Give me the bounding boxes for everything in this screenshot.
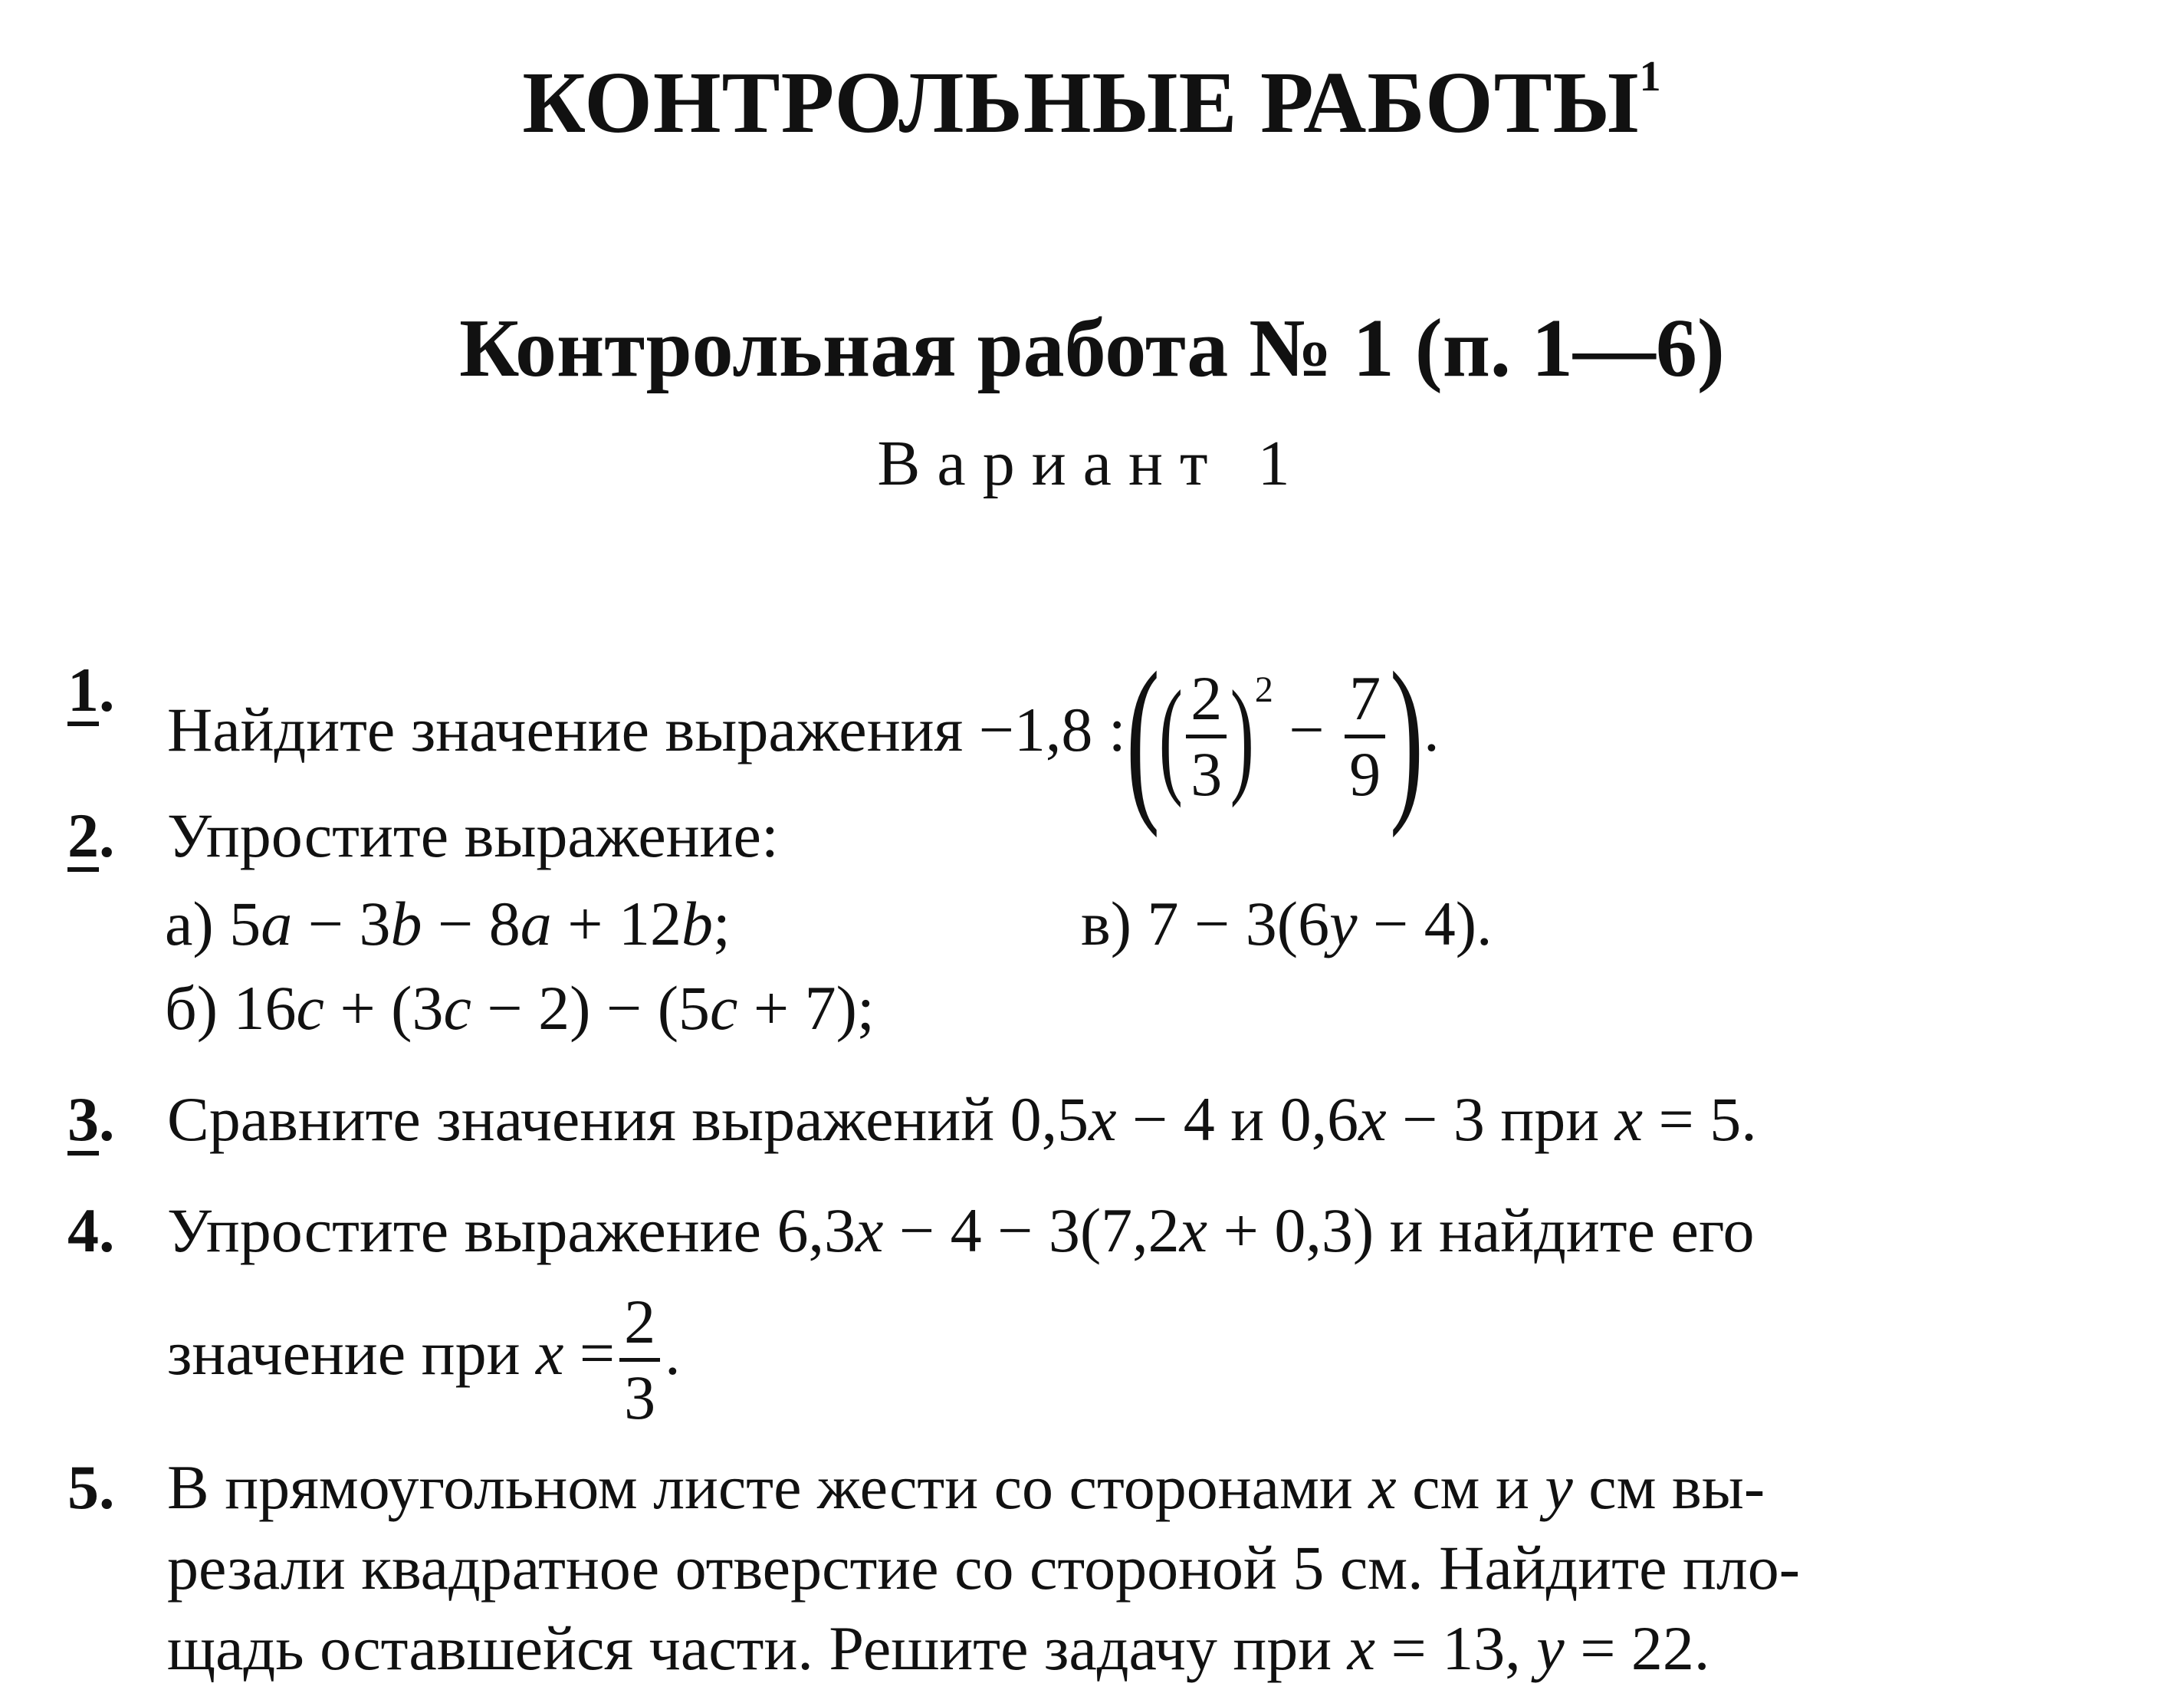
footnote-mark: 1 — [1639, 53, 1662, 100]
work-title: Контрольная работа № 1 (п. 1—6) — [459, 303, 1725, 394]
task-5-line-2: резали квадратное отверстие со стороной 5 см. Найдите пло- — [167, 1533, 1801, 1603]
task-2-a-expr: 5a − 3b − 8a + 12b; — [229, 889, 731, 958]
task-2-b: б) 16c + (3c − 2) − (5c + 7); — [165, 973, 875, 1043]
outer-left-paren: ( — [1125, 634, 1160, 839]
task-2-a: а) 5a − 3b − 8a + 12b; — [165, 889, 731, 958]
task-1-lead: −1,8 : — [978, 695, 1126, 764]
variant-label: Вариант 1 — [877, 428, 1307, 499]
task-2-prompt: Упростите выражение: — [167, 801, 779, 870]
page-title-text: КОНТРОЛЬНЫЕ РАБОТЫ — [522, 54, 1640, 151]
task-4-line-1: Упростите выражение 6,3x − 4 − 3(7,2x + 0,3) и найдите его — [167, 1195, 1755, 1265]
exponent: 2 — [1254, 669, 1273, 710]
task-4-line-2-content: значение при x = $\frac{2}{3}$ . — [167, 1286, 681, 1432]
inner-left-paren: ( — [1158, 664, 1183, 809]
task-5-line-1: В прямоугольном листе жести со сторонами x см и y см вы- — [167, 1452, 1765, 1522]
task-2-number: 2. — [67, 801, 115, 870]
task-2-v: в) 7 − 3(6y − 4). — [1081, 889, 1493, 958]
task-1-prompt: Найдите значение выражения — [167, 695, 964, 764]
task-3-text: Сравните значения выражений 0,5x − 4 и 0,6x − 3 при x = 5. — [167, 1084, 1757, 1154]
task-1-end: . — [1424, 695, 1440, 764]
outer-right-paren: ) — [1390, 634, 1424, 839]
page-title — [0, 23, 2184, 156]
task-5-line-3: щадь оставшейся части. Решите задачу при x = 13, y = 22. — [167, 1613, 1710, 1683]
fraction-seven-ninths: $\frac{7}{9}$ — [1345, 667, 1385, 806]
task-2-v-expr: 7 − 3(6y − 4). — [1147, 889, 1493, 958]
inner-right-paren: ) — [1230, 664, 1255, 809]
task-4-number: 4. — [67, 1195, 115, 1265]
task-2-b-expr: 16c + (3c − 2) − (5c + 7); — [233, 973, 875, 1043]
task-5-number: 5. — [67, 1452, 115, 1522]
task-3-number: 3. — [67, 1084, 115, 1154]
task-1-minus: − — [1289, 695, 1325, 764]
task-1-number: 1. — [67, 655, 115, 725]
fraction-two-thirds-x: $\frac{2}{3}$ — [619, 1290, 660, 1429]
fraction-two-thirds: $\frac{2}{3}$ — [1186, 667, 1227, 806]
